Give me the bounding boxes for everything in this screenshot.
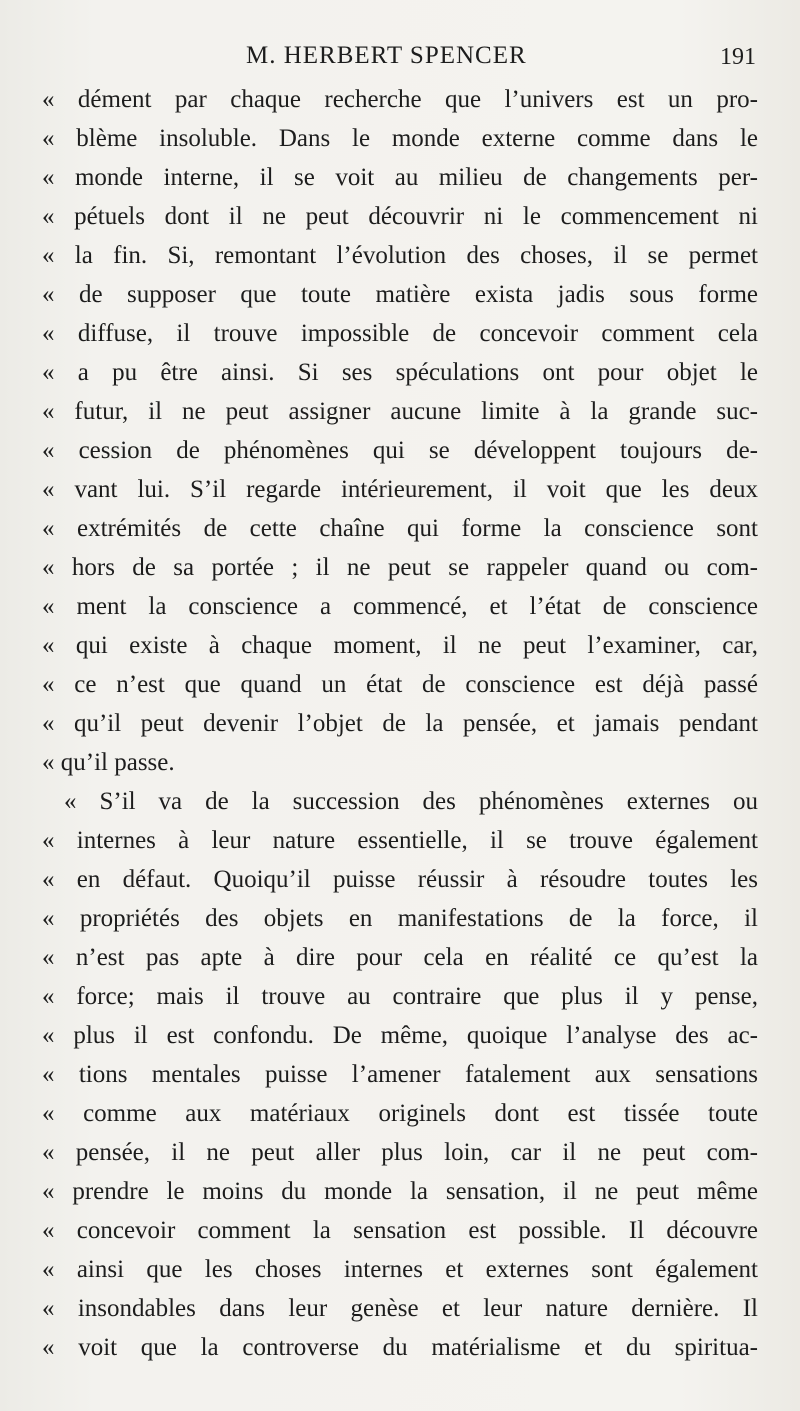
text-line: « vant lui. S’il regarde intérieurement, il voit que les deux bbox=[42, 476, 758, 503]
text-line: « qu’il passe. bbox=[42, 749, 175, 776]
text-line: « ment la conscience a commencé, et l’état de conscience bbox=[42, 593, 758, 620]
text-line: « pensée, il ne peut aller plus loin, car il ne peut com- bbox=[42, 1139, 758, 1166]
text-line: « S’il va de la succession des phénomènes externes ou bbox=[64, 788, 758, 815]
text-line: « propriétés des objets en manifestations de la force, il bbox=[42, 905, 758, 932]
text-line: « n’est pas apte à dire pour cela en réalité ce qu’est la bbox=[42, 944, 758, 971]
text-line: « internes à leur nature essentielle, il se trouve également bbox=[42, 827, 758, 854]
text-line: « monde interne, il se voit au milieu de changements per- bbox=[42, 164, 758, 191]
running-head: M. HERBERT SPENCER bbox=[246, 42, 527, 69]
text-line: « futur, il ne peut assigner aucune limite à la grande suc- bbox=[42, 398, 758, 425]
text-line: « prendre le moins du monde la sensation, il ne peut même bbox=[42, 1178, 758, 1205]
text-line: « cession de phénomènes qui se développent toujours de- bbox=[42, 437, 758, 464]
text-line: « plus il est confondu. De même, quoique l’analyse des ac- bbox=[42, 1022, 758, 1049]
text-line: « en défaut. Quoiqu’il puisse réussir à résoudre toutes les bbox=[42, 866, 758, 893]
text-line: « de supposer que toute matière exista jadis sous forme bbox=[42, 281, 758, 308]
text-line: « qu’il peut devenir l’objet de la pensée, et jamais pendant bbox=[42, 710, 758, 737]
text-line: « force; mais il trouve au contraire que plus il y pense, bbox=[42, 983, 758, 1010]
text-line: « tions mentales puisse l’amener fatalement aux sensations bbox=[42, 1061, 758, 1088]
text-line: « qui existe à chaque moment, il ne peut l’examiner, car, bbox=[42, 632, 758, 659]
page-header bbox=[0, 38, 800, 78]
text-line: « ainsi que les choses internes et externes sont également bbox=[42, 1256, 758, 1283]
text-line: « pétuels dont il ne peut découvrir ni le commencement ni bbox=[42, 203, 758, 230]
text-line: « concevoir comment la sensation est possible. Il découvre bbox=[42, 1217, 758, 1244]
text-line: « la fin. Si, remontant l’évolution des choses, il se permet bbox=[42, 242, 758, 269]
text-line: « voit que la controverse du matérialisme et du spiritua- bbox=[42, 1334, 758, 1361]
page-number: 191 bbox=[720, 44, 756, 70]
text-line: « a pu être ainsi. Si ses spéculations ont pour objet le bbox=[42, 359, 758, 386]
text-line: « diffuse, il trouve impossible de concevoir comment cela bbox=[42, 320, 758, 347]
text-line: « ce n’est que quand un état de conscience est déjà passé bbox=[42, 671, 758, 698]
text-line: « hors de sa portée ; il ne peut se rappeler quand ou com- bbox=[42, 554, 758, 581]
text-line: « extrémités de cette chaîne qui forme la conscience sont bbox=[42, 515, 758, 542]
text-line: « dément par chaque recherche que l’univers est un pro- bbox=[42, 86, 758, 113]
text-line: « comme aux matériaux originels dont est tissée toute bbox=[42, 1100, 758, 1127]
text-line: « blème insoluble. Dans le monde externe comme dans le bbox=[42, 125, 758, 152]
text-line: « insondables dans leur genèse et leur nature dernière. Il bbox=[42, 1295, 758, 1322]
